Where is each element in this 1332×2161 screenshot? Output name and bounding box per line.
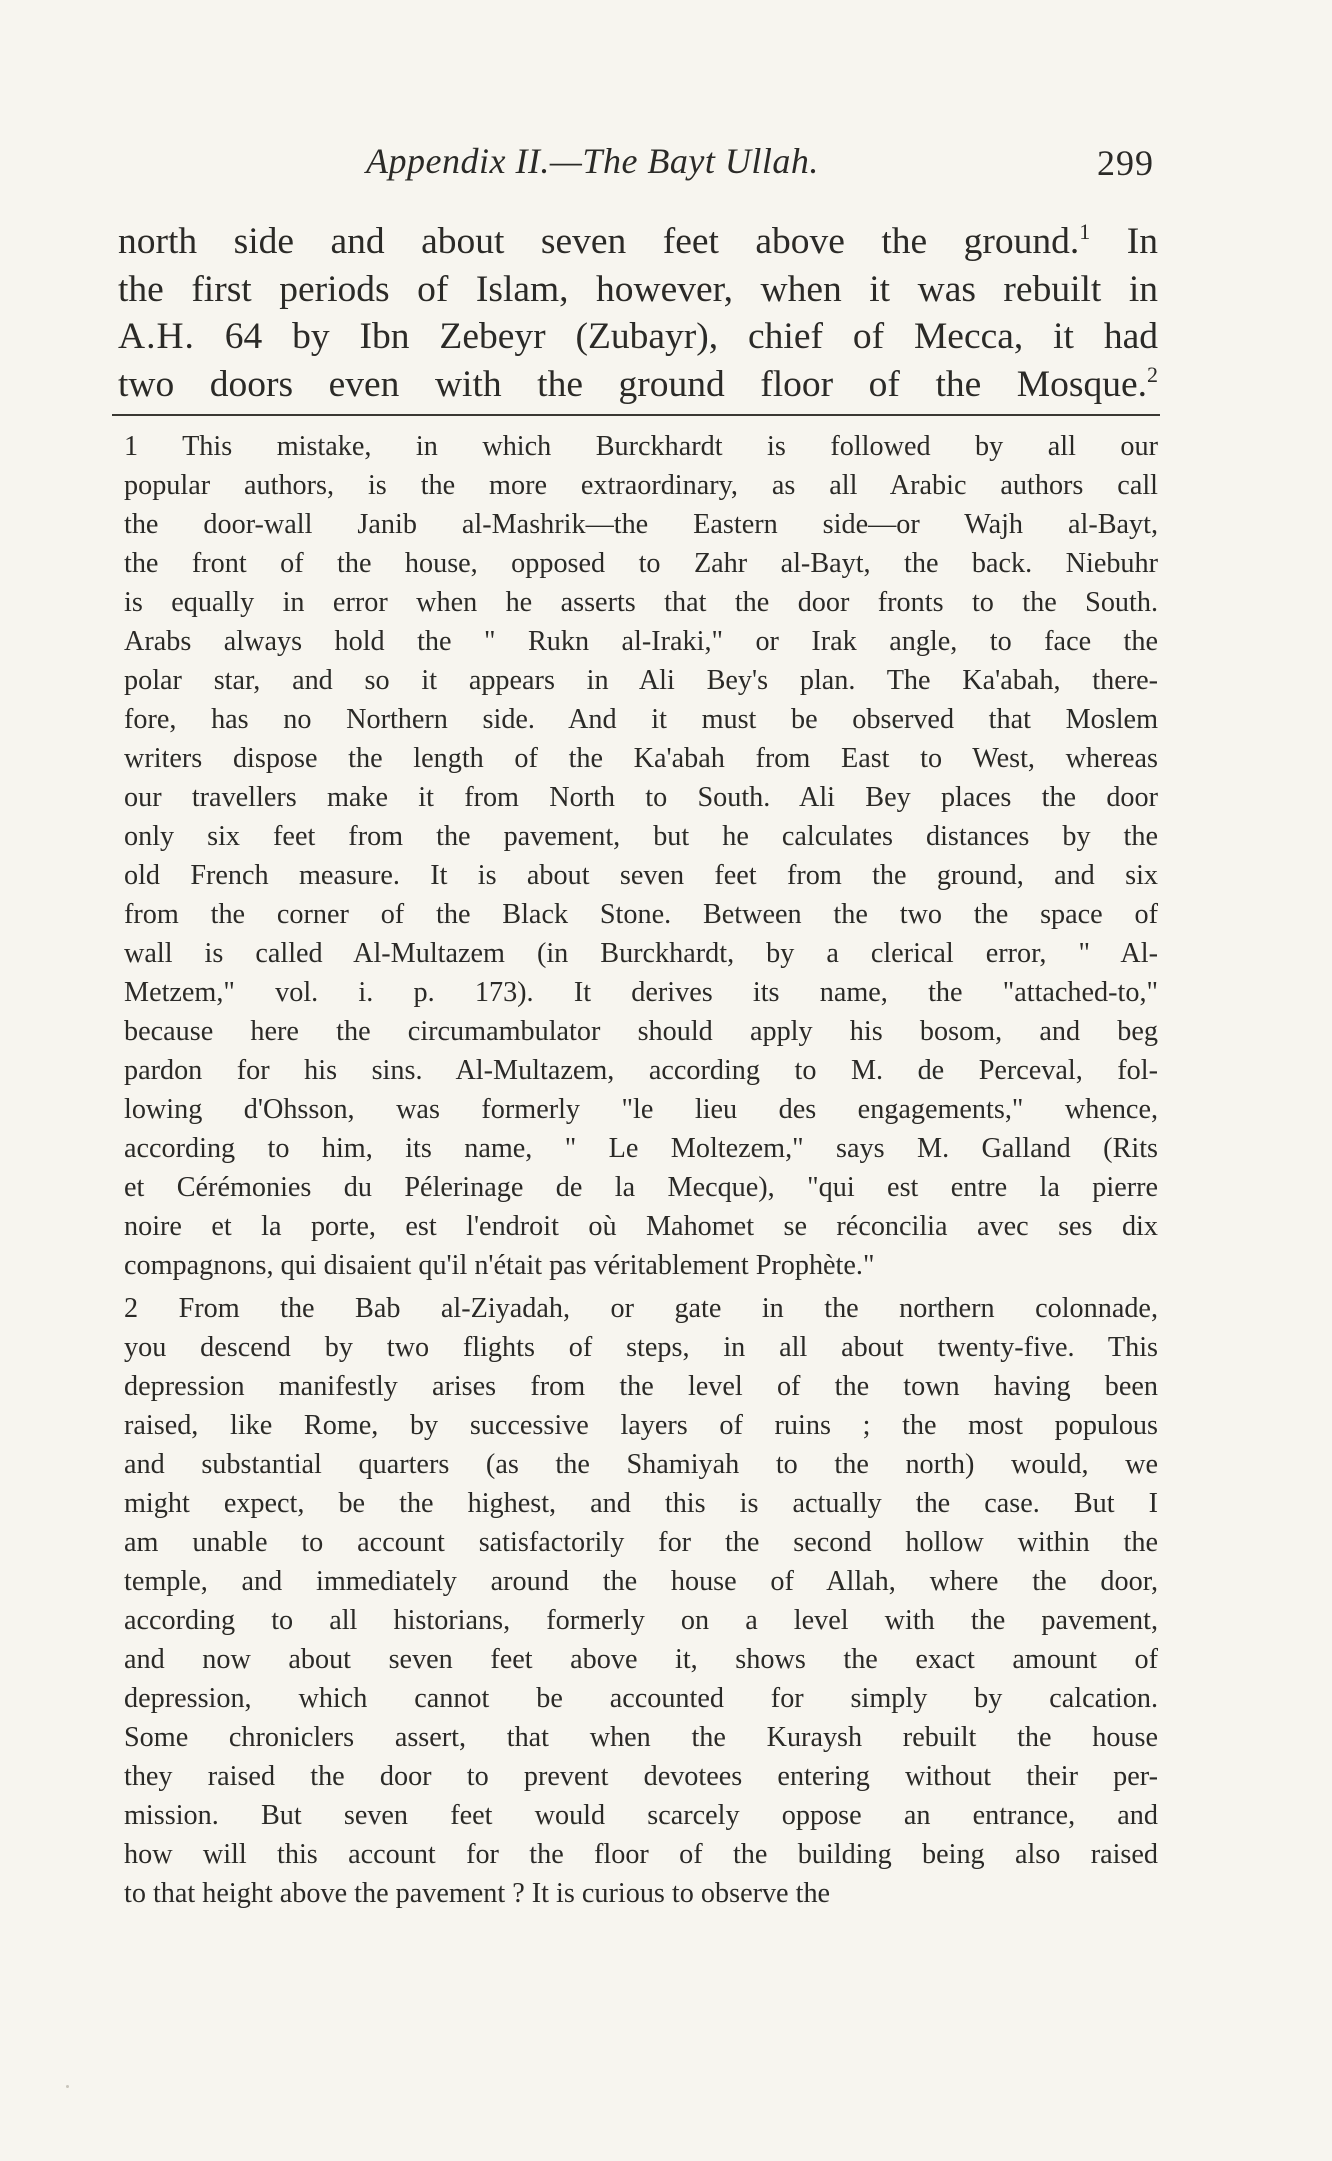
footnote-line: depression manifestly arises from the level of the town having been [124, 1371, 1158, 1402]
footnote-line: et Cérémonies du Pélerinage de la Mecque), "qui est entre la pierre [124, 1172, 1158, 1203]
footnote-line: Some chroniclers assert, that when the Kuraysh rebuilt the house [124, 1722, 1158, 1753]
footnote-line: popular authors, is the more extraordinary, as all Arabic authors call [124, 470, 1158, 501]
footnote-line: they raised the door to prevent devotees entering without their per- [124, 1761, 1158, 1792]
footnote-line: old French measure. It is about seven feet from the ground, and six [124, 860, 1158, 891]
footnote-line: might expect, be the highest, and this is actually the case. But I [124, 1488, 1158, 1519]
footnote-line: temple, and immediately around the house of Allah, where the door, [124, 1566, 1158, 1597]
footnote-line: polar star, and so it appears in Ali Bey's plan. The Ka'abah, there- [124, 665, 1158, 696]
footnote-line: Arabs always hold the " Rukn al-Iraki," or Irak angle, to face the [124, 626, 1158, 657]
footnotes [124, 427, 1158, 1913]
footnote-line: wall is called Al-Multazem (in Burckhardt, by a clerical error, " Al- [124, 938, 1158, 969]
footnote-line: 2 From the Bab al-Ziyadah, or gate in the northern colonnade, [124, 1293, 1158, 1324]
footnote-line: writers dispose the length of the Ka'abah from East to West, whereas [124, 743, 1158, 774]
main-text [118, 218, 1158, 408]
footnote-line: Metzem," vol. i. p. 173). It derives its name, the "attached-to," [124, 977, 1158, 1008]
footnote-line: and substantial quarters (as the Shamiyah to the north) would, we [124, 1449, 1158, 1480]
footnote-line: how will this account for the floor of the building being also raised [124, 1839, 1158, 1870]
footnote-line: compagnons, qui disaient qu'il n'était pas véritablement Prophète." [124, 1250, 875, 1281]
footnote-line: fore, has no Northern side. And it must be observed that Moslem [124, 704, 1158, 735]
footnote-line: our travellers make it from North to South. Ali Bey places the door [124, 782, 1158, 813]
footnote-line: pardon for his sins. Al-Multazem, according to M. de Perceval, fol- [124, 1055, 1158, 1086]
main-text-line: the first periods of Islam, however, when it was rebuilt in [118, 268, 1158, 310]
footnote-line: the door-wall Janib al-Mashrik—the Eastern side—or Wajh al-Bayt, [124, 509, 1158, 540]
running-title: Appendix II.—The Bayt Ullah. [366, 141, 819, 181]
footnote-line: and now about seven feet above it, shows the exact amount of [124, 1644, 1158, 1675]
footnote-1 [124, 427, 1158, 1285]
main-text-line: A.H. 64 by Ibn Zebeyr (Zubayr), chief of Mecca, it had [118, 316, 1158, 357]
main-text-line: two doors even with the ground floor of the Mosque.$^2$ [118, 361, 1158, 405]
footnote-line: lowing d'Ohsson, was formerly "le lieu des engagements," whence, [124, 1094, 1158, 1125]
era-abbreviation: A.H. [118, 316, 195, 357]
main-text-line: north side and about seven feet above the ground.$^1$ In [118, 219, 1158, 262]
footnote-line: according to him, its name, " Le Moltezem," says M. Galland (Rits [124, 1133, 1158, 1164]
footnote-2 [124, 1289, 1158, 1913]
footnote-marker: 1 [1079, 219, 1091, 244]
footnote-line: you descend by two flights of steps, in all about twenty-five. This [124, 1332, 1158, 1363]
page-speck [66, 2085, 69, 2088]
footnote-line: noire et la porte, est l'endroit où Mahomet se réconcilia avec ses dix [124, 1211, 1158, 1242]
footnote-line: mission. But seven feet would scarcely oppose an entrance, and [124, 1800, 1158, 1831]
footnote-line: only six feet from the pavement, but he calculates distances by the [124, 821, 1158, 852]
footnote-line: the front of the house, opposed to Zahr al-Bayt, the back. Niebuhr [124, 548, 1158, 579]
footnote-line: because here the circumambulator should apply his bosom, and beg [124, 1016, 1158, 1047]
footnote-marker: 2 [1147, 361, 1158, 387]
footnote-line: raised, like Rome, by successive layers of ruins ; the most populous [124, 1410, 1158, 1441]
footnote-line: 1 This mistake, in which Burckhardt is followed by all our [124, 431, 1158, 462]
footnote-line: is equally in error when he asserts that the door fronts to the South. [124, 587, 1158, 618]
footnote-line: am unable to account satisfactorily for the second hollow within the [124, 1527, 1158, 1558]
running-head [118, 140, 1158, 190]
footnote-line: to that height above the pavement ? It is curious to observe the [124, 1878, 831, 1909]
footnote-line: according to all historians, formerly on a level with the pavement, [124, 1605, 1158, 1636]
footnote-rule [112, 414, 1160, 416]
footnote-line: depression, which cannot be accounted for simply by calcation. [124, 1683, 1158, 1714]
page-number: 299 [1097, 143, 1154, 183]
footnote-line: from the corner of the Black Stone. Between the two the space of [124, 899, 1158, 930]
